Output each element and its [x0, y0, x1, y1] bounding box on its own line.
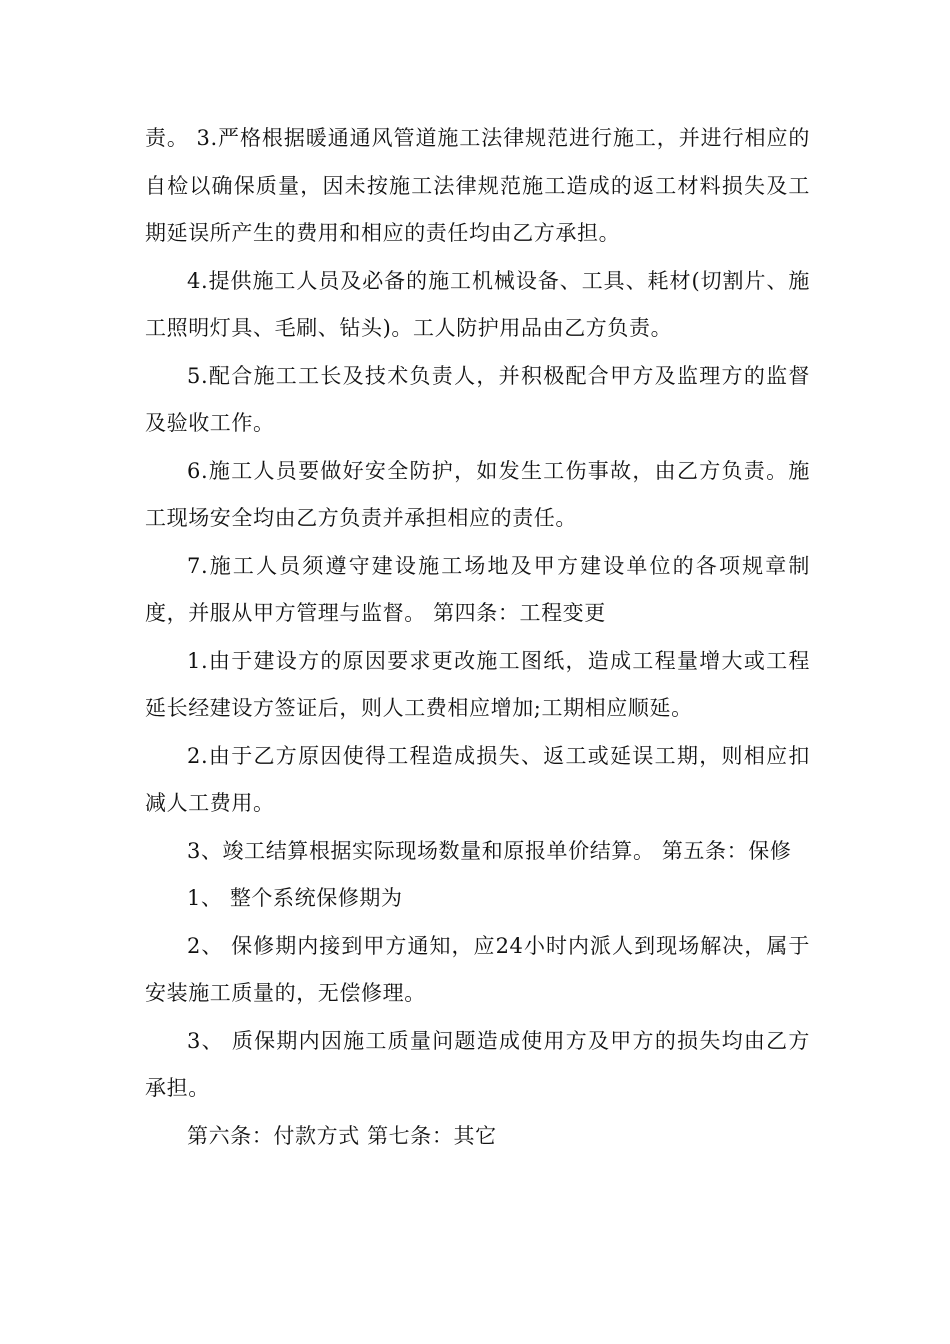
- paragraph-clause-3: 责。 3.严格根据暖通通风管道施工法律规范进行施工，并进行相应的自检以确保质量，因未按施工法律规范施工造成的返工材料损失及工期延误所产生的费用和相应的责任均由乙方承担。: [145, 126, 810, 245]
- paragraph-warranty-2: 2、 保修期内接到甲方通知，应24小时内派人到现场解决，属于安装施工质量的，无偿修理。: [145, 933, 810, 1005]
- paragraph-change-2: 2.由于乙方原因使得工程造成损失、返工或延误工期，则相应扣减人工费用。: [145, 743, 810, 815]
- paragraph-change-1: 1.由于建设方的原因要求更改施工图纸，造成工程量增大或工程延长经建设方签证后，则人工费相应增加;工期相应顺延。: [145, 648, 810, 720]
- paragraph-clause-4: 4.提供施工人员及必备的施工机械设备、工具、耗材(切割片、施工照明灯具、毛刷、钻头)。工人防护用品由乙方负责。: [145, 268, 810, 340]
- paragraph-articles-6-7: 第六条：付款方式 第七条：其它: [187, 1123, 497, 1148]
- paragraph-clause-5: 5.配合施工工长及技术负责人，并积极配合甲方及监理方的监督及验收工作。: [145, 363, 810, 435]
- document-body: [145, 115, 810, 1160]
- paragraph-warranty-3: 3、 质保期内因施工质量问题造成使用方及甲方的损失均由乙方承担。: [145, 1028, 810, 1100]
- paragraph-warranty-1: 1、 整个系统保修期为: [187, 886, 403, 910]
- paragraph-change-3: 3、竣工结算根据实际现场数量和原报单价结算。 第五条：保修: [187, 838, 792, 863]
- paragraph-clause-7: 7.施工人员须遵守建设施工场地及甲方建设单位的各项规章制度，并服从甲方管理与监督。 第四条：工程变更: [145, 553, 810, 625]
- paragraph-clause-6: 6.施工人员要做好安全防护，如发生工伤事故，由乙方负责。施工现场安全均由乙方负责并承担相应的责任。: [145, 458, 810, 530]
